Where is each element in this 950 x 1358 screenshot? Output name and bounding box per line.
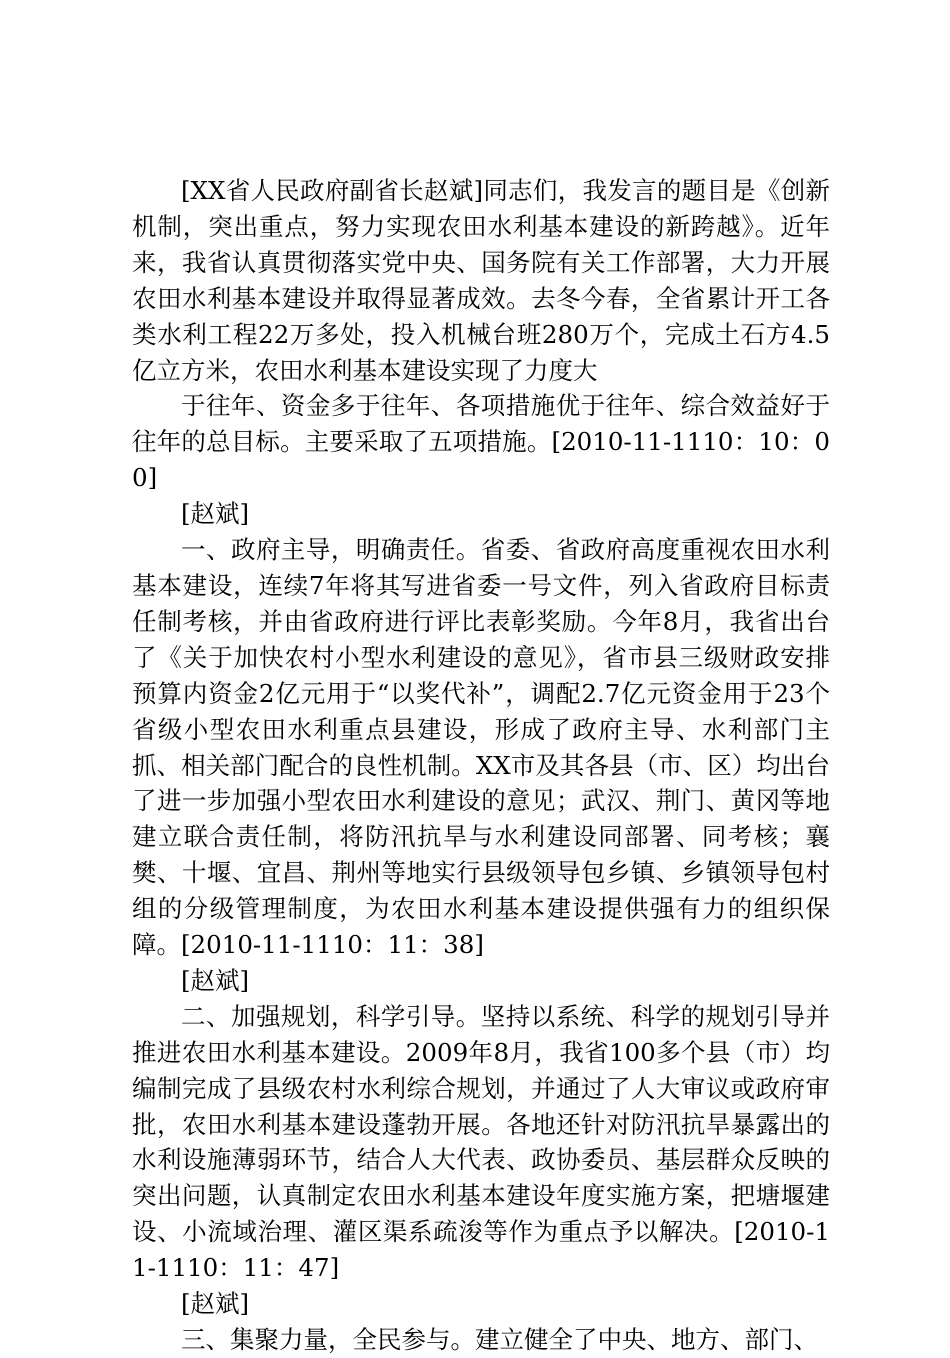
paragraph-measure-three: 三、集聚力量，全民参与。建立健全了中央、地方、部门、	[181, 1325, 818, 1354]
speaker-label: [赵斌]	[181, 499, 250, 529]
document-body	[132, 173, 830, 1358]
speaker-label: [赵斌]	[181, 965, 250, 995]
paragraph-intro: [XX省人民政府副省长赵斌]同志们，我发言的题目是《创新机制，突出重点，努力实现农田水利基本建设的新跨越》。近年来，我省认真贯彻落实党中央、国务院有关工作部署，大力开展农田水利基本建设并取得显著成效。去冬今春，全省累计开工各类水利工程22万多处，投入机械台班280万个，完成土石方4.5亿立方米，农田水利基本建设实现了力度大	[132, 176, 830, 385]
paragraph-intro-continued: 于往年、资金多于往年、各项措施优于往年、综合效益好于往年的总目标。主要采取了五项措施。[2010-11-1110：10：00]	[132, 391, 830, 493]
paragraph-measure-one: 一、政府主导，明确责任。省委、省政府高度重视农田水利基本建设，连续7年将其写进省委一号文件，列入省政府目标责任制考核，并由省政府进行评比表彰奖励。今年8月，我省出台了《关于加快农村小型水利建设的意见》，省市县三级财政安排预算内资金2亿元用于“以奖代补”，调配2.7亿元资金用于23个省级小型农田水利重点县建设，形成了政府主导、水利部门主抓、相关部门配合的良性机制。XX市及其各县（市、区）均出台了进一步加强小型农田水利建设的意见；武汉、荆门、黄冈等地建立联合责任制，将防汛抗旱与水利建设同部署、同考核；襄樊、十堰、宜昌、荆州等地实行县级领导包乡镇、乡镇领导包村组的分级管理制度，为农田水利基本建设提供强有力的组织保障。[2010-11-1110：11：38]	[132, 535, 830, 960]
paragraph-measure-two: 二、加强规划，科学引导。坚持以系统、科学的规划引导并推进农田水利基本建设。2009年8月，我省100多个县（市）均编制完成了县级农村水利综合规划，并通过了人大审议或政府审批，农田水利基本建设蓬勃开展。各地还针对防汛抗旱暴露出的水利设施薄弱环节，结合人大代表、政协委员、基层群众反映的突出问题，认真制定农田水利基本建设年度实施方案，把塘堰建设、小流域治理、灌区渠系疏浚等作为重点予以解决。[2010-11-1110：11：47]	[132, 1001, 830, 1283]
speaker-label: [赵斌]	[181, 1289, 250, 1319]
